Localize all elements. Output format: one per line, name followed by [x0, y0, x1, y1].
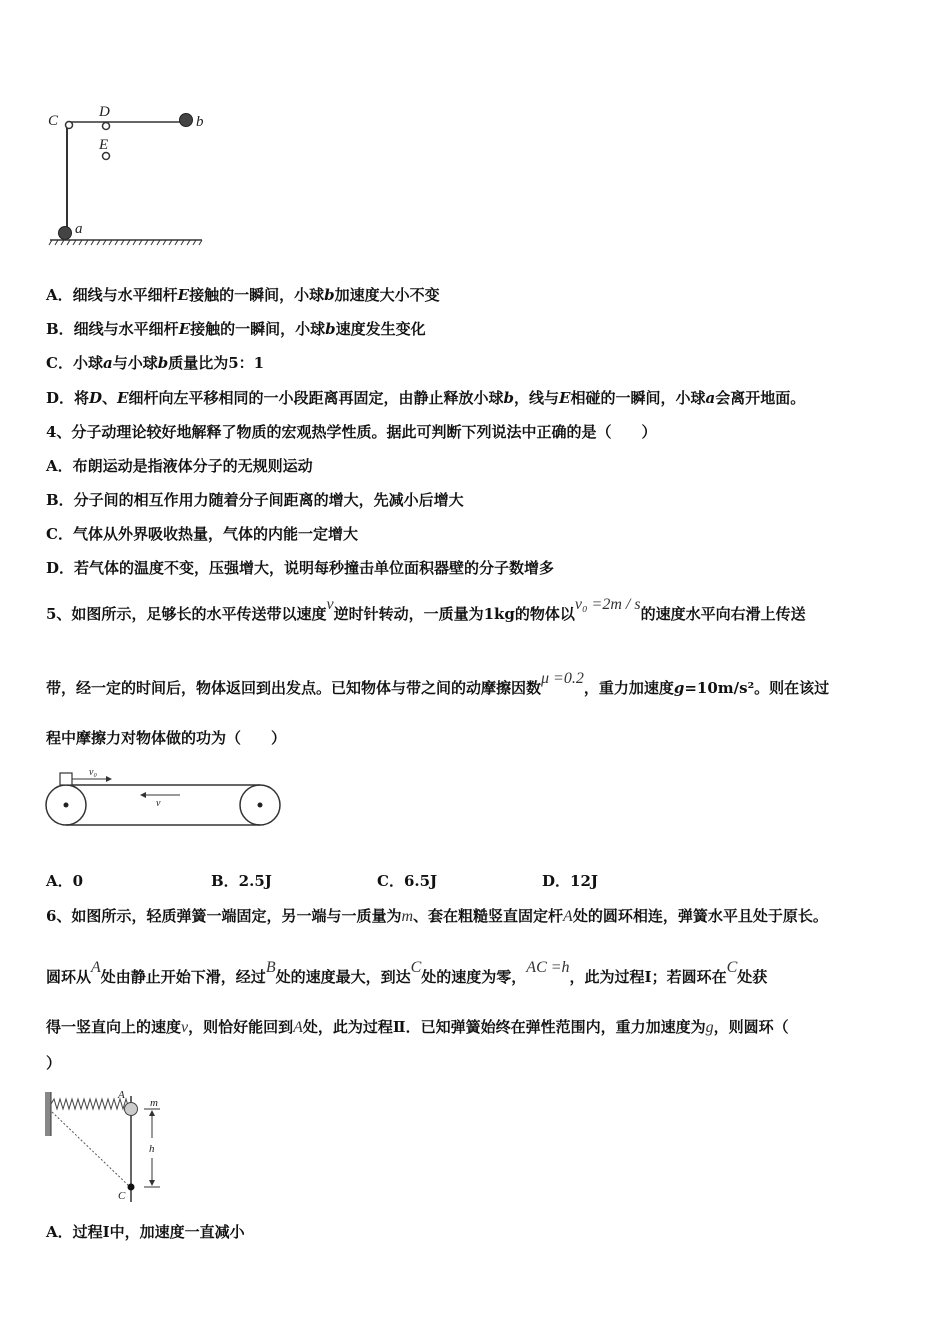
- dashed-spring-path: [52, 1112, 130, 1187]
- label-d: D: [99, 104, 110, 120]
- q3-option-a: A．细线与水平细杆E接触的一瞬间，小球b加速度大小不变: [46, 286, 440, 304]
- q4-stem: 4、分子动理论较好地解释了物质的宏观热学性质。据此可判断下列说法中正确的是（ ）: [46, 423, 657, 441]
- ball-a: [59, 227, 72, 240]
- figure-conveyor: [44, 768, 284, 832]
- label-a: a: [75, 221, 83, 237]
- q6-stem-line3: 得一竖直向上的速度v，则恰好能回到A处，此为过程Ⅱ．已知弹簧始终在弹性范围内，重力加速度为g，则圆环（: [46, 1018, 789, 1036]
- q5-stem-line2: 带，经一定的时间后，物体返回到出发点。已知物体与带之间的动摩擦因数μ =0.2，重力加速度g=10m/s²。则在该过: [46, 670, 830, 697]
- label-b: b: [196, 114, 204, 130]
- left-axle: [64, 803, 69, 808]
- peg-e: [103, 153, 110, 160]
- q5-stem-line1: 5、如图所示，足够长的水平传送带以速度v逆时针转动，一质量为1kg的物体以v₀ =2m / s的速度水平向右滑上传送: [46, 596, 806, 623]
- q6-stem-line4: ）: [46, 1054, 62, 1072]
- label-h: h: [149, 1143, 155, 1155]
- figure-rod-balls: [40, 100, 220, 250]
- q5-option-b: B．2.5J: [211, 872, 272, 890]
- right-axle: [258, 803, 263, 808]
- q4-option-d: D．若气体的温度不变，压强增大，说明每秒撞击单位面积器壁的分子数增多: [46, 559, 555, 577]
- ring-a: [125, 1103, 138, 1116]
- q6-stem-line1: 6、如图所示，轻质弹簧一端固定，另一端与一质量为m、套在粗糙竖直固定杆A处的圆环相连，弹簧水平且处于原长。: [46, 907, 828, 925]
- label-c: C: [48, 113, 59, 129]
- v0-label: v₀: [89, 767, 97, 778]
- peg-c: [66, 122, 73, 129]
- label-m: m: [150, 1097, 158, 1109]
- ball-b: [180, 114, 193, 127]
- q5-option-c: C．6.5J: [377, 872, 438, 890]
- q6-stem-line2: 圆环从A处由静止开始下滑，经过B处的速度最大，到达C处的速度为零，AC =h，此为过程Ⅰ；若圆环在C处获: [46, 959, 768, 986]
- ring-c: [128, 1184, 135, 1191]
- label-a: A: [118, 1089, 125, 1101]
- peg-d: [103, 123, 110, 130]
- label-e: E: [99, 137, 109, 153]
- q3-option-d: D．将D、E细杆向左平移相同的一小段距离再固定，由静止释放小球b，线与E相碰的一瞬间，小球a会离开地面。: [46, 389, 806, 407]
- q4-option-c: C．气体从外界吸收热量，气体的内能一定增大: [46, 525, 358, 543]
- q3-option-c: C．小球a与小球b质量比为5：1: [46, 354, 265, 372]
- q3-option-b: B．细线与水平细杆E接触的一瞬间，小球b速度发生变化: [46, 320, 426, 338]
- block: [60, 773, 72, 785]
- figure-spring-ring: [42, 1086, 172, 1204]
- h-arrowhead-up: [149, 1110, 155, 1116]
- v-arrowhead: [140, 792, 146, 798]
- q5-option-a: A．0: [46, 872, 84, 890]
- q4-option-a: A．布朗运动是指液体分子的无规则运动: [46, 457, 313, 475]
- q4-option-b: B．分子间的相互作用力随着分子间距离的增大，先减小后增大: [46, 491, 464, 509]
- wall: [45, 1092, 51, 1136]
- q5-stem-line3: 程中摩擦力对物体做的功为（ ）: [46, 729, 287, 747]
- h-arrowhead-down: [149, 1180, 155, 1186]
- v-label: v: [156, 798, 161, 809]
- q5-option-d: D．12J: [542, 872, 598, 890]
- v0-arrowhead: [106, 776, 112, 782]
- label-c: C: [118, 1190, 126, 1202]
- q6-option-a: A．过程Ⅰ中，加速度一直减小: [46, 1223, 245, 1241]
